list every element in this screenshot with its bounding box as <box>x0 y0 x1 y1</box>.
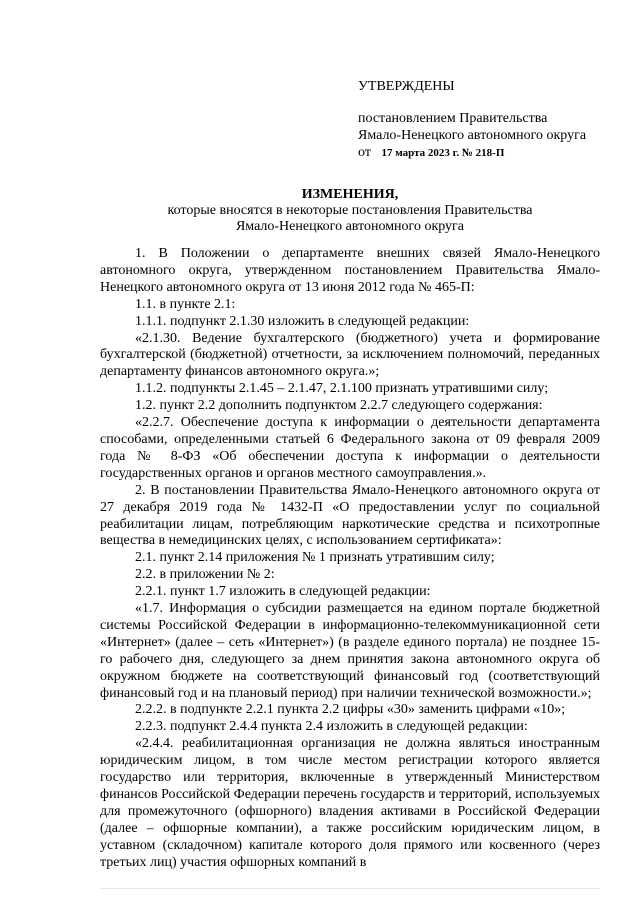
document-subtitle-line-1: которые вносятся в некоторые постановления Правительства <box>167 203 533 218</box>
paragraph: 1.1.2. подпункты 2.1.45 – 2.1.47, 2.1.100 признать утратившими силу; <box>135 381 549 397</box>
document-heading <box>100 187 600 235</box>
paragraph: 1.2. пункт 2.2 дополнить подпунктом 2.2.7 следующего содержания: <box>135 398 543 414</box>
approved-label: УТВЕРЖДЕНЫ <box>358 79 455 94</box>
approval-line-2: Ямало-Ненецкого автономного округа <box>358 128 587 143</box>
paragraph: 2.2. в приложении № 2: <box>135 567 275 583</box>
approval-date-line <box>358 144 608 162</box>
approval-line-1: постановлением Правительства <box>358 111 548 126</box>
paragraph: «2.2.7. Обеспечение доступа к информации о деятельности департамента способами, определенными статьей 6 Федерального закона от 09 февраля 2009 года № 8-ФЗ «Об обеспечении доступа к информации о деятельности государственных органов и органов местного самоуправления.». <box>100 415 600 481</box>
paragraph: 1.1.1. подпункт 2.1.30 изложить в следующей редакции: <box>135 313 470 329</box>
page-footer-divider <box>100 888 600 889</box>
paragraph: 2. В постановлении Правительства Ямало-Ненецкого автономного округа от 27 декабря 2019 года № 1432-П «О предоставлении услуг по социальной реабилитации лицам, потребляющим наркотические средства и психотропные вещества в немедицинских целях, с использованием сертификата»: <box>100 482 600 549</box>
paragraph: 2.2.3. подпункт 2.4.4 пункта 2.4 изложить в следующей редакции: <box>135 719 528 735</box>
approval-block <box>358 78 608 162</box>
document-subtitle-line-2: Ямало-Ненецкого автономного округа <box>235 219 465 234</box>
paragraph: 2.1. пункт 2.14 приложения № 1 признать утратившим силу; <box>135 550 495 566</box>
document-title: ИЗМЕНЕНИЯ, <box>301 187 399 202</box>
approval-date-prefix: от <box>358 145 371 160</box>
paragraph: 2.2.2. в подпункте 2.2.1 пункта 2.2 цифры «30» заменить цифрами «10»; <box>135 702 566 718</box>
paragraph: «1.7. Информация о субсидии размещается на едином портале бюджетной системы Российской Федерации в информационно-телекоммуникационной сети «Интернет» (далее – сеть «Интернет») (в разделе единого портала) не позднее 15-го рабочего дня, следующего за днем принятия закона автономного округа об окружном бюджете на соответствующий финансовый год (соответствующий финансовый год и на плановый период) при наличии технической возможности.»; <box>100 601 600 701</box>
paragraph: «2.4.4. реабилитационная организация не должна являться иностранным юридическим лицом, в том числе местом регистрации которого является государство или территория, включенные в утвержденный Министерством финансов Российской Федерации перечень государств и территорий, используемых для промежуточного (офшорного) владения активами в Российской Федерации (далее – офшорные компании), а также российским юридическим лицом, в уставном (складочном) капитале которого доля прямого или косвенного (через третьих лиц) участия офшорных компаний в <box>100 736 600 870</box>
paragraph: 1.1. в пункте 2.1: <box>135 296 236 312</box>
decree-date-number: 17 марта 2023 г. № 218-П <box>381 147 505 159</box>
paragraph: 2.2.1. пункт 1.7 изложить в следующей редакции: <box>135 584 431 600</box>
document-body <box>100 246 600 872</box>
paragraph: «2.1.30. Ведение бухгалтерского (бюджетного) учета и формирование бухгалтерской (бюджетной) отчетности, за исключением полномочий, переданных департаменту финансов автономного округа.»; <box>100 330 600 380</box>
paragraph: 1. В Положении о департаменте внешних связей Ямало-Ненецкого автономного округа, утвержденном постановлением Правительства Ямало-Ненецкого автономного округа от 13 июня 2012 года № 465-П: <box>100 246 600 295</box>
